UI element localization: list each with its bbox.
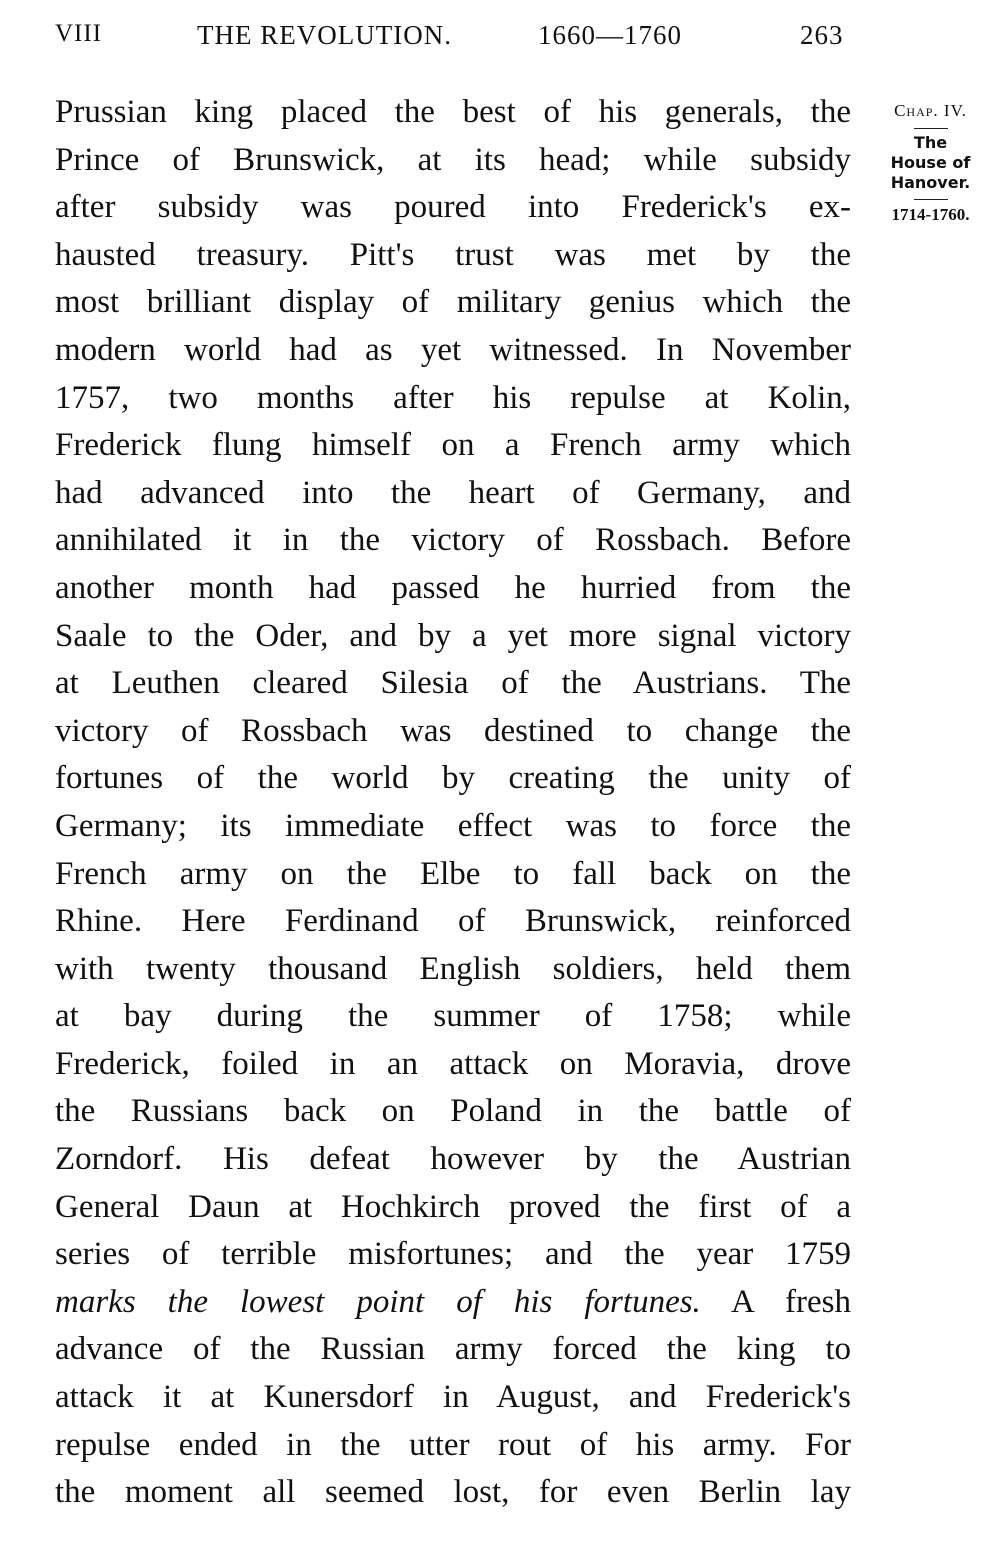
text-line: annihilated it in the victory of Rossbach. Before bbox=[55, 522, 851, 559]
body-text bbox=[55, 89, 851, 1517]
margin-title-line: House of bbox=[890, 153, 971, 172]
running-head-title: THE REVOLUTION. bbox=[197, 20, 452, 50]
text-line: Prince of Brunswick, at its head; while subsidy bbox=[55, 141, 851, 178]
text-line: fortunes of the world by creating the unity of bbox=[55, 760, 851, 797]
margin-notes bbox=[868, 100, 993, 226]
text-fragment: A fresh bbox=[731, 1283, 851, 1320]
text-line: with twenty thousand English soldiers, held them bbox=[55, 950, 851, 987]
text-line: series of terrible misfortunes; and the year 1759 bbox=[55, 1236, 851, 1273]
margin-chapter: Chap. IV. bbox=[894, 101, 967, 120]
text-line: attack it at Kunersdorf in August, and Frederick's bbox=[55, 1379, 851, 1416]
text-line: the Russians back on Poland in the battle of bbox=[55, 1093, 851, 1130]
margin-divider bbox=[914, 128, 948, 129]
text-line: French army on the Elbe to fall back on the bbox=[55, 855, 851, 892]
text-line: most brilliant display of military genius which the bbox=[55, 284, 851, 321]
text-line: hausted treasury. Pitt's trust was met by the bbox=[55, 236, 851, 273]
text-line: Rhine. Here Ferdinand of Brunswick, reinforced bbox=[55, 903, 851, 940]
text-line: Prussian king placed the best of his generals, the bbox=[55, 94, 851, 130]
running-head bbox=[0, 20, 1000, 56]
text-line: Saale to the Oder, and by a yet more signal victory bbox=[55, 617, 851, 654]
text-line: at bay during the summer of 1758; while bbox=[55, 998, 851, 1035]
margin-divider bbox=[914, 199, 948, 200]
text-line: Zorndorf. His defeat however by the Austrian bbox=[55, 1141, 851, 1178]
text-line: Frederick flung himself on a French army which bbox=[55, 427, 851, 464]
text-line: victory of Rossbach was destined to change the bbox=[55, 712, 851, 749]
text-line: advance of the Russian army forced the king to bbox=[55, 1331, 851, 1368]
text-line: 1757, two months after his repulse at Kolin, bbox=[55, 379, 851, 416]
margin-title-line: Hanover. bbox=[890, 173, 971, 192]
running-head-dates: 1660—1760 bbox=[538, 20, 682, 50]
text-line: had advanced into the heart of Germany, and bbox=[55, 474, 851, 511]
text-line: Frederick, foiled in an attack on Moravia, drove bbox=[55, 1045, 851, 1082]
text-line: modern world had as yet witnessed. In November bbox=[55, 331, 851, 368]
italic-text: marks the lowest point of his fortunes. bbox=[55, 1283, 701, 1320]
text-line: Germany; its immediate effect was to force the bbox=[55, 807, 851, 844]
text-line: another month had passed he hurried from the bbox=[55, 569, 851, 606]
margin-title-line: The bbox=[913, 133, 948, 152]
margin-dates: 1714-1760. bbox=[891, 205, 970, 224]
page-number: 263 bbox=[800, 20, 844, 50]
text-line: at Leuthen cleared Silesia of the Austrians. The bbox=[55, 665, 851, 702]
running-head-section: VIII bbox=[55, 20, 103, 47]
text-line bbox=[55, 1279, 851, 1327]
text-line: repulse ended in the utter rout of his army. For bbox=[55, 1426, 851, 1463]
text-line: General Daun at Hochkirch proved the first of a bbox=[55, 1188, 851, 1225]
text-line: after subsidy was poured into Frederick's ex- bbox=[55, 189, 851, 226]
text-line: the moment all seemed lost, for even Berlin lay bbox=[55, 1474, 851, 1511]
